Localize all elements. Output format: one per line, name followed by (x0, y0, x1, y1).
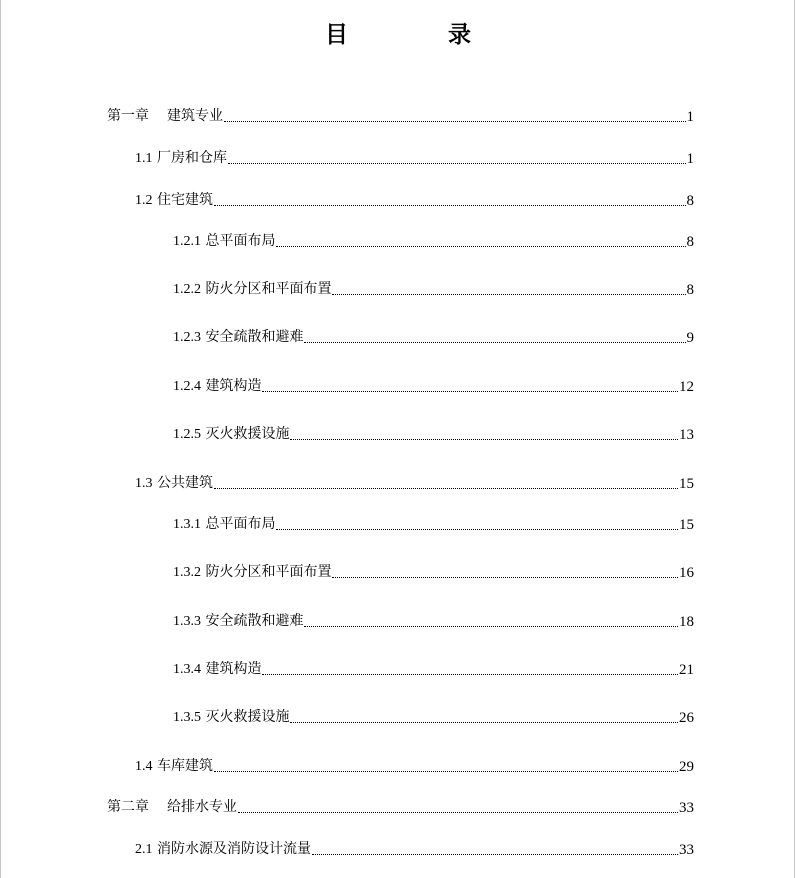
dot-leader (332, 294, 685, 295)
toc-text: 总平面布局 (205, 516, 276, 532)
toc-text: 灭火救援设施 (205, 426, 290, 442)
toc-text: 给排水专业 (167, 799, 237, 815)
toc-entry-1-2-1[interactable] (173, 231, 694, 251)
dot-leader (276, 529, 678, 530)
toc-entry-2-1[interactable] (135, 839, 694, 859)
toc-text: 灭火救援设施 (205, 709, 290, 725)
dot-leader (332, 577, 678, 578)
dot-leader (214, 771, 678, 772)
toc-entry-chapter-1[interactable] (107, 106, 694, 126)
dot-leader (214, 205, 686, 206)
toc-entry-1-2-4[interactable] (173, 376, 694, 396)
toc-page-number: 15 (679, 517, 694, 533)
toc-page-number: 1 (686, 151, 694, 167)
dot-leader (262, 674, 678, 675)
toc-entry-1-1[interactable] (135, 148, 694, 168)
toc-entry-1-2-3[interactable] (173, 327, 694, 347)
toc-number: 1.2.1 (173, 234, 201, 249)
toc-page-number: 33 (679, 842, 694, 858)
dot-leader (304, 626, 678, 627)
toc-page-number: 13 (679, 427, 694, 443)
dot-leader (224, 121, 686, 122)
toc-text: 防火分区和平面布置 (205, 564, 332, 580)
toc-entry-1-3[interactable] (135, 473, 694, 493)
toc-page-number: 29 (679, 759, 694, 775)
toc-text: 建筑构造 (205, 661, 262, 677)
toc-page-number: 8 (686, 193, 694, 209)
toc-number: 1.2.4 (173, 379, 201, 394)
toc-entry-1-3-3[interactable] (173, 611, 694, 631)
toc-text: 安全疏散和避难 (205, 329, 304, 345)
toc-number: 第二章 (107, 800, 149, 815)
toc-number: 第一章 (107, 109, 149, 124)
toc-text: 总平面布局 (205, 233, 276, 249)
toc-entry-1-3-2[interactable] (173, 562, 694, 582)
toc-page-number: 18 (679, 614, 694, 630)
toc-page-number: 1 (686, 109, 694, 125)
dot-leader (276, 246, 685, 247)
toc-page-number: 12 (679, 379, 694, 395)
toc-text: 公共建筑 (156, 475, 213, 491)
dot-leader (262, 391, 678, 392)
toc-number: 1.3.2 (173, 565, 201, 580)
toc-number: 1.2.2 (173, 282, 201, 297)
toc-entry-1-3-1[interactable] (173, 514, 694, 534)
toc-entry-1-4[interactable] (135, 756, 694, 776)
toc-text: 厂房和仓库 (156, 150, 227, 166)
toc-entry-1-2[interactable] (135, 190, 694, 210)
toc-page-number: 8 (686, 234, 694, 250)
toc-number: 1.3.4 (173, 662, 201, 677)
toc-page-number: 21 (679, 662, 694, 678)
toc-text: 安全疏散和避难 (205, 613, 304, 629)
dot-leader (214, 488, 678, 489)
dot-leader (238, 812, 678, 813)
toc-number: 1.4 (135, 759, 153, 774)
toc-text: 建筑专业 (167, 108, 223, 124)
toc-entry-1-2-2[interactable] (173, 279, 694, 299)
toc-number: 1.3 (135, 476, 153, 491)
toc-text: 防火分区和平面布置 (205, 281, 332, 297)
toc-page-number: 16 (679, 565, 694, 581)
toc-entry-1-2-5[interactable] (173, 424, 694, 444)
dot-leader (228, 163, 686, 164)
page-title: 目 录 (324, 22, 517, 48)
toc-text: 建筑构造 (205, 378, 262, 394)
toc-number: 1.3.5 (173, 710, 201, 725)
toc-entry-chapter-2[interactable] (107, 797, 694, 817)
toc-text: 车库建筑 (156, 758, 213, 774)
toc-entry-1-3-5[interactable] (173, 707, 694, 727)
toc-number: 1.2.5 (173, 427, 201, 442)
toc-text: 消防水源及消防设计流量 (156, 841, 311, 857)
dot-leader (304, 342, 685, 343)
toc-number: 1.3.1 (173, 517, 201, 532)
toc-page-number: 33 (679, 800, 694, 816)
dot-leader (312, 854, 678, 855)
toc-page-number: 8 (686, 282, 694, 298)
toc-entry-1-3-4[interactable] (173, 659, 694, 679)
toc-text: 住宅建筑 (156, 192, 213, 208)
dot-leader (290, 722, 678, 723)
toc-page-number: 15 (679, 476, 694, 492)
toc-number: 1.2 (135, 193, 153, 208)
toc-page-number: 26 (679, 710, 694, 726)
toc-number: 1.1 (135, 151, 153, 166)
toc-number: 1.2.3 (173, 330, 201, 345)
dot-leader (290, 439, 678, 440)
toc-number: 2.1 (135, 842, 153, 857)
toc-number: 1.3.3 (173, 614, 201, 629)
toc-page-number: 9 (686, 330, 694, 346)
